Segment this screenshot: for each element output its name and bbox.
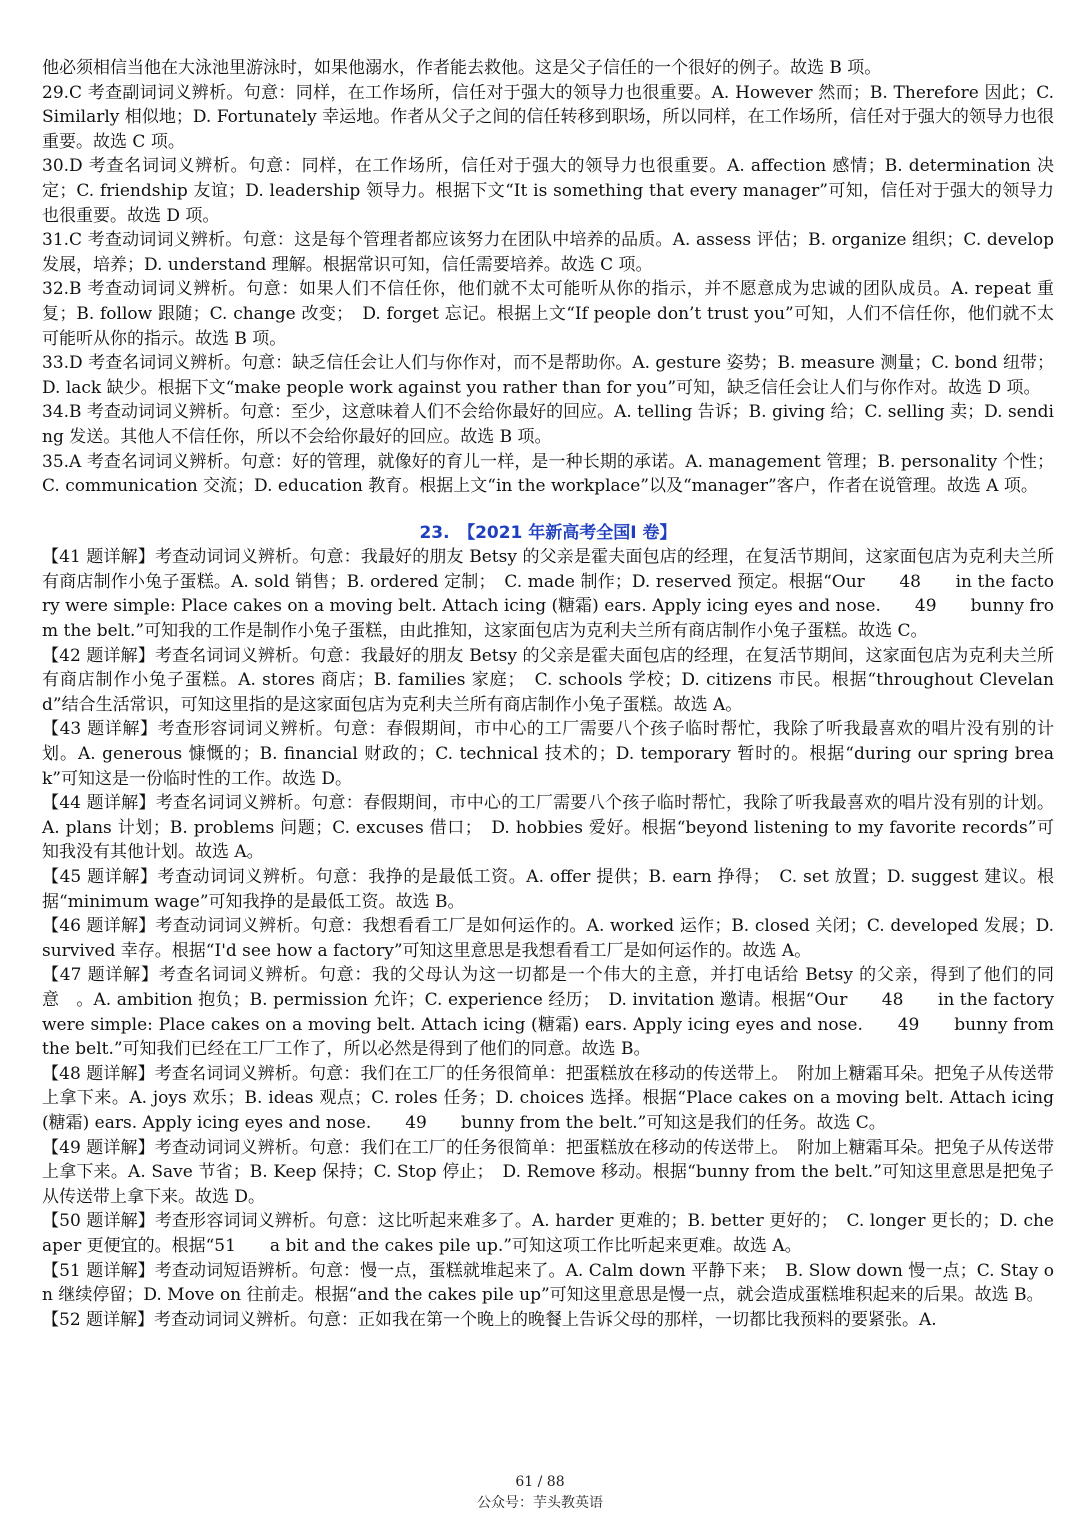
explanation-48: 【48 题详解】考查名词词义辨析。句意：我们在工厂的任务很简单：把蛋糕放在移动的传送带上。 附加上糖霜耳朵。把兔子从传送带上拿下来。A. joys 欢乐；B. ideas 观点；C. roles 任务；D. choices 选择。根据“Place cakes on a moving belt. Attach icing (糖霜) ears. Apply icing eyes and nose. 49 bunny from the belt.”可知这是我们的任务。故选 C。 (42, 1063, 1054, 1133)
explanation-49: 【49 题详解】考查动词词义辨析。句意：我们在工厂的任务很简单：把蛋糕放在移动的传送带上。 附加上糖霜耳朵。把兔子从传送带上拿下来。A. Save 节省；B. Keep 保持；C. Stop 停止； D. Remove 移动。根据“bunny from the belt.”可知这里意思是把兔子从传送带上拿下来。故选 D。 (42, 1137, 1054, 1207)
explanation-52: 【52 题详解】考查动词词义辨析。句意：正如我在第一个晚上的晚餐上告诉父母的那样，一切都比我预料的要紧张。A. (42, 1309, 937, 1330)
footer-account: 公众号：芋头教英语 (477, 1495, 603, 1511)
answer-30: 30.D 考查名词词义辨析。句意：同样，在工作场所，信任对于强大的领导力也很重要。A. affection 感情；B. determination 决定；C. friendship 友谊；D. leadership 领导力。根据下文“It is something that every manager”可知，信任对于强大的领导力也很重要。故选 D 项。 (42, 156, 1054, 226)
answer-explanations-continued (42, 56, 1054, 499)
explanation-47: 【47 题详解】考查名词词义辨析。句意：我的父母认为这一切都是一个伟大的主意，并打电话给 Betsy 的父亲，得到了他们的同意 。A. ambition 抱负；B. permission 允许；C. experience 经历； D. invitation 邀请。根据“Our 48 in the factory were simple: Place cakes on a moving belt. Attach icing (糖霜) ears. Apply icing eyes and nose. 49 bunny from the belt.”可知我们已经在工厂工作了，所以必然是得到了他们的同意。故选 B。 (42, 965, 1054, 1060)
question-explanations (42, 545, 1054, 1332)
answer-35: 35.A 考查名词词义辨析。句意：好的管理，就像好的育儿一样，是一种长期的承诺。A. management 管理；B. personality 个性；C. communication 交流；D. education 教育。根据上文“in the workplace”以及“manager”客户，作者在说管理。故选 A 项。 (42, 451, 1054, 497)
page-number: 61 / 88 (515, 1474, 565, 1490)
answer-31: 31.C 考查动词词义辨析。句意：这是每个管理者都应该努力在团队中培养的品质。A. assess 评估；B. organize 组织；C. develop 发展，培养；D. understand 理解。根据常识可知，信任需要培养。故选 C 项。 (42, 230, 1054, 275)
explanation-50: 【50 题详解】考查形容词词义辨析。句意：这比听起来难多了。A. harder 更难的；B. better 更好的； C. longer 更长的；D. cheaper 更便宜的。根据“51 a bit and the cakes pile up.”可知这项工作比听起来更难。故选 A。 (42, 1211, 1054, 1256)
answer-29: 29.C 考查副词词义辨析。句意：同样，在工作场所，信任对于强大的领导力也很重要。A. However 然而；B. Therefore 因此；C. Similarly 相似地；D. Fortunately 幸运地。作者从父子之间的信任转移到职场，所以同样，在工作场所，信任对于强大的领导力也很重要。故选 C 项。 (42, 82, 1054, 152)
answer-32: 32.B 考查动词词义辨析。句意：如果人们不信任你，他们就不太可能听从你的指示，并不愿意成为忠诚的团队成员。A. repeat 重复；B. follow 跟随；C. change 改变； D. forget 忘记。根据上文“If people don’t trust you”可知，人们不信任你，他们就不太可能听从你的指示。故选 B 项。 (42, 279, 1054, 349)
section-title: 23. 【2021 年新高考全国I 卷】 (419, 522, 677, 543)
document-body (42, 56, 1054, 1332)
answer-34: 34.B 考查动词词义辨析。句意：至少，这意味着人们不会给你最好的回应。A. telling 告诉；B. giving 给；C. selling 卖；D. sending 发送。其他人不信任你，所以不会给你最好的回应。故选 B 项。 (42, 402, 1054, 447)
explanation-42: 【42 题详解】考查名词词义辨析。句意：我最好的朋友 Betsy 的父亲是霍夫面包店的经理，在复活节期间，这家面包店为克利夫兰所有商店制作小兔子蛋糕。A. stores 商店；B. families 家庭； C. schools 学校；D. citizens 市民。根据“throughout Cleveland”结合生活常识，可知这里指的是这家面包店为克利夫兰所有商店制作小兔子蛋糕。故选 A。 (42, 645, 1054, 715)
answer-33: 33.D 考查名词词义辨析。句意：缺乏信任会让人们与你作对，而不是帮助你。A. gesture 姿势；B. measure 测量；C. bond 纽带；D. lack 缺少。根据下文“make people work against you rather than for you”可知，缺乏信任会让人们与你作对。故选 D 项。 (42, 353, 1054, 398)
explanation-46: 【46 题详解】考查动词词义辨析。句意：我想看看工厂是如何运作的。A. worked 运作；B. closed 关闭；C. developed 发展；D. survived 幸存。根据“I'd see how a factory”可知这里意思是我想看看工厂是如何运作的。故选 A。 (42, 916, 1054, 961)
explanation-45: 【45 题详解】考查动词词义辨析。句意：我挣的是最低工资。A. offer 提供；B. earn 挣得； C. set 放置；D. suggest 建议。根据“minimum wage”可知我挣的是最低工资。故选 B。 (42, 867, 1054, 912)
explanation-44: 【44 题详解】考查名词词义辨析。句意：春假期间，市中心的工厂需要八个孩子临时帮忙，我除了听我最喜欢的唱片没有别的计划。A. plans 计划；B. problems 问题；C. excuses 借口； D. hobbies 爱好。根据“beyond listening to my favorite records”可知我没有其他计划。故选 A。 (42, 793, 1054, 863)
explanation-43: 【43 题详解】考查形容词词义辨析。句意：春假期间，市中心的工厂需要八个孩子临时帮忙，我除了听我最喜欢的唱片没有别的计划。A. generous 慷慨的；B. financial 财政的；C. technical 技术的；D. temporary 暂时的。根据“during our spring break”可知这是一份临时性的工作。故选 D。 (42, 719, 1054, 789)
explanation-41: 【41 题详解】考查动词词义辨析。句意：我最好的朋友 Betsy 的父亲是霍夫面包店的经理，在复活节期间，这家面包店为克利夫兰所有商店制作小兔子蛋糕。A. sold 销售；B. ordered 定制； C. made 制作；D. reserved 预定。根据“Our 48 in the factory were simple: Place cakes on a moving belt. Attach icing (糖霜) ears. Apply icing eyes and nose. 49 bunny from the belt.”可知我的工作是制作小兔子蛋糕，由此推知，这家面包店为克利夫兰所有商店制作小兔子蛋糕。故选 C。 (42, 547, 1054, 642)
paragraph-continuation: 他必须相信当他在大泳池里游泳时，如果他溺水，作者能去救他。这是父子信任的一个很好的例子。故选 B 项。 (42, 58, 882, 78)
explanation-51: 【51 题详解】考查动词短语辨析。句意：慢一点，蛋糕就堆起来了。A. Calm down 平静下来； B. Slow down 慢一点；C. Stay on 继续停留；D. Move on 往前走。根据“and the cakes pile up”可知这里意思是慢一点，就会造成蛋糕堆积起来的后果。故选 B。 (42, 1260, 1054, 1306)
